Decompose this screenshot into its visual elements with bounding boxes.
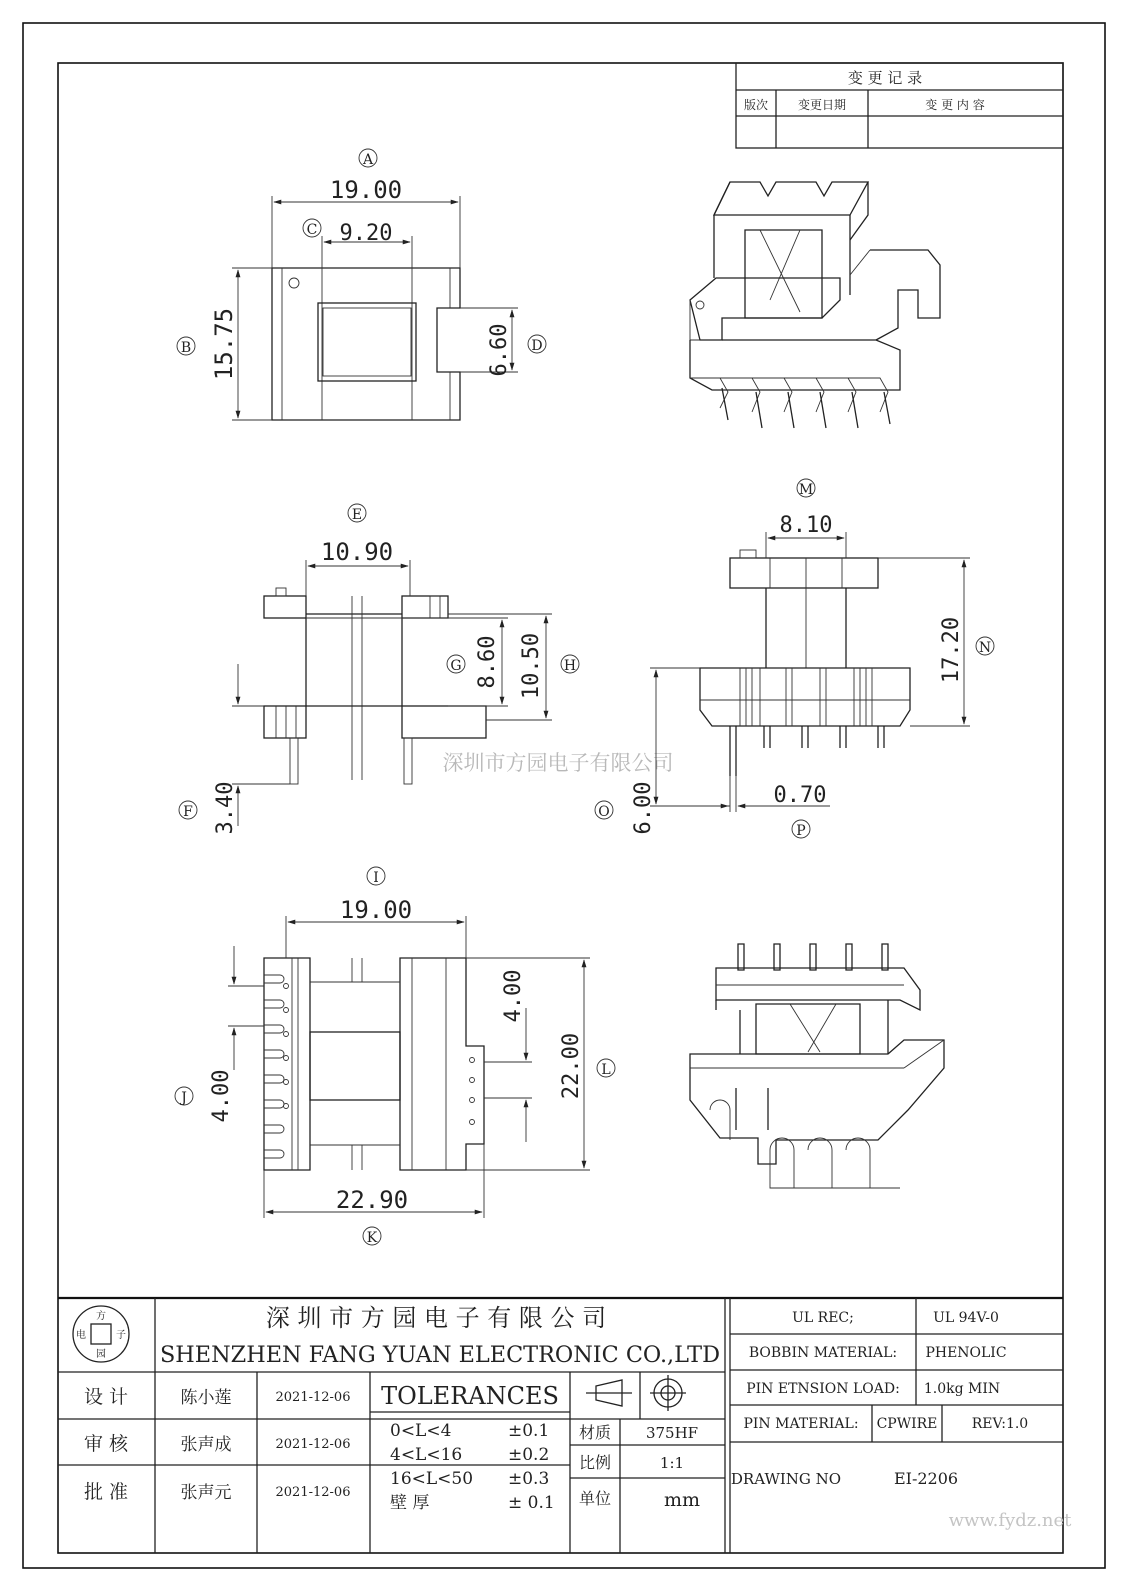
scale-label: 比例 [578, 1453, 612, 1472]
tol-range-3: 16<L<50 [390, 1469, 474, 1489]
company-name-cn: 深 圳 市 方 园 电 子 有 限 公 司 [265, 1304, 607, 1332]
dim-label-a: A [362, 152, 374, 168]
dim-value-j: 4.00 [209, 1069, 234, 1123]
dim-value-c: 9.20 [339, 221, 393, 246]
dim-label-e: E [351, 507, 363, 523]
drawing-no-label: DRAWING NO [730, 1470, 842, 1488]
dim-value-e: 10.90 [320, 538, 394, 566]
signoff-role-approve: 批 准 [83, 1481, 129, 1503]
unit-label: 单位 [578, 1489, 612, 1508]
pin-material-value: CPWIRE [876, 1416, 938, 1432]
tol-range-2: 4<L<16 [390, 1445, 463, 1465]
col-version: 版次 [743, 98, 769, 112]
logo-char-left: 电 [76, 1330, 86, 1341]
side-view [595, 479, 994, 839]
pin-load-value: 1.0kg MIN [923, 1381, 1001, 1397]
pin-material-label: PIN MATERIAL: [743, 1416, 859, 1432]
logo-char-top: 方 [96, 1311, 106, 1322]
tolerances-title: TOLERANCES [381, 1382, 559, 1410]
tol-range-1: 0<L<4 [390, 1421, 452, 1441]
top-view [177, 149, 546, 420]
unit-value: mm [663, 1489, 701, 1511]
dim-value-p: 0.70 [773, 783, 827, 808]
dim-label-b: B [180, 340, 192, 356]
watermark: 深圳市方园电子有限公司 [442, 751, 674, 775]
dim-value-g: 8.60 [475, 635, 500, 689]
isometric-view-2 [690, 944, 944, 1188]
dim-value-d: 6.60 [487, 323, 512, 377]
signoff-date-design: 2021-12-06 [275, 1390, 351, 1405]
change-record-table [736, 63, 1063, 148]
dim-label-k: K [366, 1230, 378, 1246]
col-content: 变 更 内 容 [925, 98, 985, 112]
dim-label-g: G [450, 658, 462, 674]
dim-value-a: 19.00 [329, 176, 403, 204]
signoff-name-review: 张声成 [180, 1435, 232, 1455]
dim-value-o: 6.00 [631, 781, 656, 835]
signoff-date-approve: 2021-12-06 [275, 1485, 351, 1500]
bobbin-material-label: BOBBIN MATERIAL: [748, 1345, 898, 1361]
dim-label-i: I [373, 870, 379, 886]
dim-value-m: 8.10 [779, 513, 833, 538]
dim-label-o: O [598, 804, 610, 820]
bottom-view [175, 867, 615, 1246]
change-record-title: 变 更 记 录 [847, 69, 923, 87]
scale-value: 1:1 [659, 1454, 685, 1472]
site-watermark: www.fydz.net [948, 1510, 1072, 1531]
dim-label-d: D [531, 338, 543, 354]
dim-value-f: 3.40 [213, 781, 238, 835]
dim-label-m: M [798, 482, 814, 498]
third-angle-projection-icon [586, 1380, 632, 1406]
dim-value-n: 17.20 [939, 616, 964, 684]
signoff-name-design: 陈小莲 [180, 1388, 232, 1408]
bobbin-material-value: PHENOLIC [925, 1345, 1007, 1361]
dim-label-n: N [978, 640, 992, 656]
dim-label-p: P [796, 823, 806, 839]
material-value: 375HF [645, 1424, 699, 1442]
dim-label-h: H [563, 658, 577, 674]
drawing-no-value: EI-2206 [893, 1469, 959, 1488]
revision: REV:1.0 [971, 1416, 1029, 1432]
ul-rec-value: UL 94V-0 [933, 1310, 999, 1326]
company-name-en: SHENZHEN FANG YUAN ELECTRONIC CO.,LTD [160, 1343, 720, 1368]
dim-label-j: J [181, 1090, 187, 1106]
dim-value-l: 22.00 [559, 1032, 584, 1100]
dim-value-j2: 4.00 [501, 969, 526, 1023]
tol-value-3: ±0.3 [508, 1469, 550, 1489]
logo-char-bottom: 园 [96, 1349, 106, 1360]
signoff-name-approve: 张声元 [180, 1483, 232, 1503]
concentric-circle-icon [650, 1375, 686, 1411]
dim-value-i: 19.00 [339, 896, 413, 924]
tol-value-1: ±0.1 [508, 1421, 550, 1441]
front-view [179, 504, 579, 834]
dim-value-k: 22.90 [335, 1186, 409, 1214]
title-block [58, 1298, 1063, 1553]
ul-rec-label: UL REC; [792, 1310, 854, 1326]
tol-value-2: ±0.2 [508, 1445, 550, 1465]
material-label: 材质 [578, 1423, 612, 1442]
dim-label-f: F [183, 804, 193, 820]
tol-value-4: ± 0.1 [508, 1493, 555, 1513]
outer-frame [23, 23, 1105, 1568]
signoff-role-review: 审 核 [83, 1433, 129, 1455]
dim-value-h: 10.50 [519, 632, 544, 700]
isometric-view-1 [690, 182, 940, 428]
signoff-date-review: 2021-12-06 [275, 1437, 351, 1452]
dim-label-c: C [306, 222, 318, 238]
company-logo [73, 1306, 129, 1362]
signoff-role-design: 设 计 [83, 1386, 129, 1408]
col-date: 变更日期 [797, 98, 847, 112]
dim-label-l: L [601, 1062, 611, 1078]
dim-value-b: 15.75 [210, 307, 238, 381]
logo-char-right: 子 [116, 1330, 126, 1341]
tol-range-4: 壁 厚 [390, 1493, 430, 1513]
pin-load-label: PIN ETNSION LOAD: [746, 1381, 900, 1397]
